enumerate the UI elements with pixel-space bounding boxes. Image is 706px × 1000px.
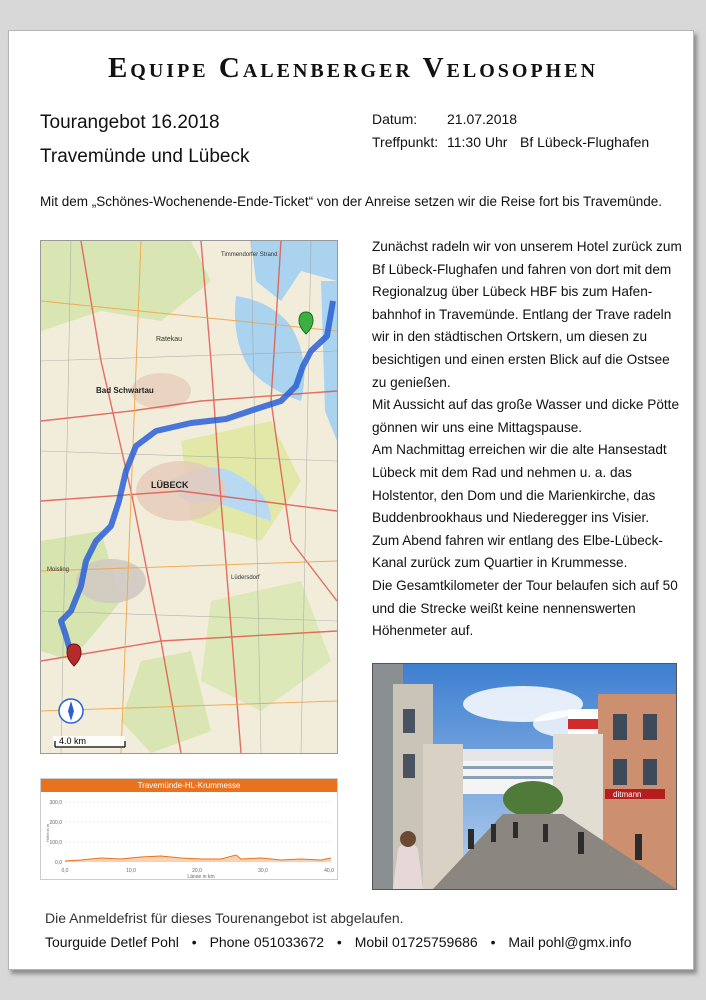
map-label-moisling: Moisling: [47, 567, 70, 573]
mobile-number: Mobil 01725759686: [354, 934, 478, 950]
x-tick: 0,0: [61, 868, 69, 874]
map-label-luedersdorf: Lüdersdorf: [231, 575, 260, 581]
description-paragraph: Am Nachmittag erreichen wir die alte Hansestadt Lübeck mit dem Rad und nehmen u. a. das Holstentor, den Dom und die Marienkirche, das Buddenbrookhaus und Niederegger ins Visier.: [372, 442, 667, 526]
x-tick: 10,0: [126, 868, 136, 874]
bullet-separator: •: [191, 934, 197, 950]
street-photo: [372, 663, 677, 890]
y-tick: 200,0: [49, 820, 62, 826]
registration-deadline-notice: Die Anmeldefrist für dieses Tourenangebot ist abgelaufen.: [45, 910, 404, 926]
tour-number: Tourangebot 16.2018: [40, 112, 220, 133]
meeting-label: Treffpunkt:: [372, 134, 439, 150]
description-paragraph: Zum Abend fahren wir entlang des Elbe-Lübeck-Kanal zurück zum Quartier in Krummesse.: [372, 532, 663, 571]
x-tick: 30,0: [258, 868, 268, 874]
map-label-luebeck: LÜBECK: [151, 480, 189, 490]
street-photo-graphic: [373, 664, 676, 889]
tour-description: [372, 236, 682, 643]
y-tick: 0,0: [55, 860, 62, 866]
intro-text: Mit dem „Schönes-Wochenende-Ende-Ticket“ von der Anreise setzen wir die Reise fort bis Travemünde.: [40, 194, 663, 209]
tour-name: Travemünde und Lübeck: [40, 146, 250, 167]
map-label-bad-schwartau: Bad Schwartau: [96, 386, 154, 395]
date-value: 21.07.2018: [447, 111, 518, 127]
x-axis-label: Länge in km: [187, 874, 215, 878]
meeting-place: Bf Lübeck-Flughafen: [520, 134, 650, 150]
tourguide-name: Tourguide Detlef Pohl: [45, 934, 179, 950]
description-paragraph: Mit Aussicht auf das große Wasser und dicke Pötte gönnen wir uns eine Mittagspause.: [372, 397, 680, 435]
elevation-profile-title: Travemünde-HL-Krummesse: [41, 779, 337, 792]
route-map-graphic: [41, 241, 337, 753]
bullet-separator: •: [490, 934, 496, 950]
y-axis-label: Höhe in m: [45, 823, 50, 842]
map-label-timmendorfer: Timmendorfer Strand: [221, 252, 278, 258]
club-title: Equipe Calenberger Velosophen: [107, 52, 599, 84]
contact-line: [45, 934, 632, 950]
meeting-time: 11:30 Uhr: [447, 134, 508, 150]
y-tick: 300,0: [49, 800, 62, 806]
bullet-separator: •: [336, 934, 342, 950]
phone-number: Phone 051033672: [209, 934, 325, 950]
scale-label: 4.0 km: [59, 736, 87, 746]
elevation-profile: [40, 778, 338, 880]
date-label: Datum:: [372, 111, 418, 127]
map-label-ratekau: Ratekau: [156, 336, 183, 343]
x-tick: 40,0: [324, 868, 334, 874]
elevation-profile-chart: [41, 792, 337, 878]
description-paragraph: Die Gesamtkilometer der Tour belaufen sich auf 50 und die Strecke weißt keine nennenswerten Höhenmeter auf.: [372, 577, 678, 639]
email-address[interactable]: Mail pohl@gmx.info: [508, 934, 632, 950]
route-map: [40, 240, 338, 754]
y-tick: 100,0: [49, 840, 62, 846]
x-tick: 20,0: [192, 868, 202, 874]
shop-sign: ditmann: [613, 790, 642, 799]
description-paragraph: Zunächst radeln wir von unserem Hotel zurück zum Bf Lübeck-Flughafen und fahren von dort mit dem Regionalzug über Lübeck HBF bis zum Hafen-bahnhof in Travemünde. Entlang der Trave radeln wir in den städtischen Ortskern, um diesen zu besichtigen und einen ersten Blick auf die Ostsee zu genießen.: [372, 239, 682, 390]
